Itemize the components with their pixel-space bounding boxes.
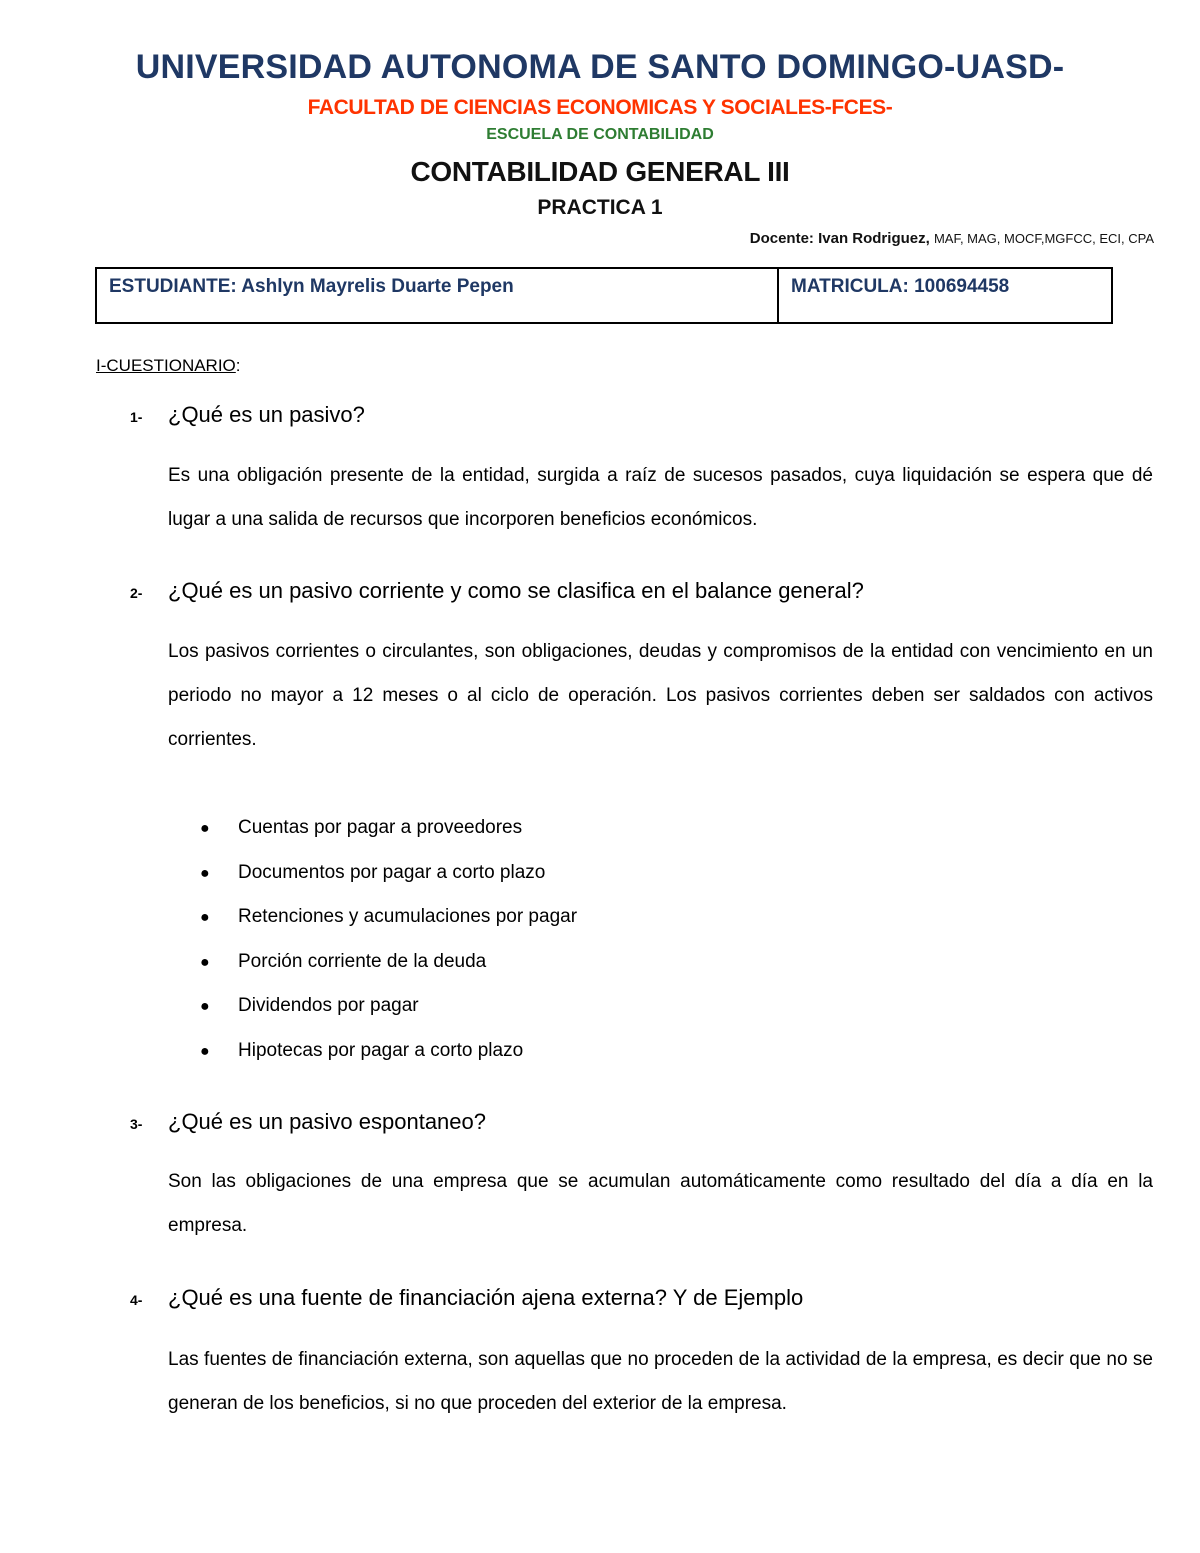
- question-4: [130, 1285, 803, 1311]
- list-item: [200, 940, 577, 985]
- list-item-text: Dividendos por pagar: [238, 995, 419, 1016]
- answer-2: Los pasivos corrientes o circulantes, son obligaciones, deudas y compromisos de la entidad con vencimiento en un periodo no mayor a 12 meses o al ciclo de operación. Los pasivos corrientes deben ser saldados con activos corrientes.: [168, 641, 1153, 750]
- liability-list: [200, 806, 577, 1073]
- list-item-text: Documentos por pagar a corto plazo: [238, 861, 546, 883]
- list-item: [200, 851, 577, 896]
- teacher-line: [750, 230, 1154, 247]
- list-item-text: Cuentas por pagar a proveedores: [238, 817, 523, 838]
- question-number: 4-: [130, 1292, 143, 1308]
- question-number: 3-: [130, 1116, 143, 1132]
- enrollment-cell: MATRICULA: 100694458: [791, 276, 1010, 297]
- list-item-text: Hipotecas por pagar a corto plazo: [238, 1039, 524, 1061]
- teacher-credentials: MAF, MAG, MOCF,MGFCC, ECI, CPA: [933, 231, 1154, 246]
- question-1: [130, 402, 365, 428]
- question-text: ¿Qué es una fuente de financiación ajena externa? Y de Ejemplo: [168, 1285, 804, 1310]
- question-text: ¿Qué es un pasivo corriente y como se clasifica en el balance general?: [168, 578, 864, 603]
- question-number: 2-: [130, 585, 143, 601]
- school-title: ESCUELA DE CONTABILIDAD: [486, 126, 714, 143]
- question-text: ¿Qué es un pasivo?: [168, 402, 365, 427]
- section-heading-text: I-CUESTIONARIO: [96, 356, 236, 375]
- list-item: [200, 984, 577, 1029]
- section-heading: [96, 356, 241, 376]
- question-number: 1-: [130, 409, 143, 425]
- question-2: [130, 578, 864, 604]
- bullet-icon: ●: [200, 998, 210, 1015]
- faculty-title: FACULTAD DE CIENCIAS ECONOMICAS Y SOCIALES-FCES-: [307, 96, 893, 119]
- bullet-icon: ●: [200, 953, 210, 971]
- university-title: UNIVERSIDAD AUTONOMA DE SANTO DOMINGO-UASD-: [135, 48, 1065, 86]
- question-3: [130, 1109, 486, 1135]
- list-item-text: Porción corriente de la deuda: [238, 950, 487, 972]
- bullet-icon: ●: [200, 864, 210, 882]
- teacher-name: Ivan Rodriguez,: [818, 230, 930, 247]
- bullet-icon: ●: [200, 909, 210, 926]
- section-heading-suffix: :: [235, 356, 241, 375]
- list-item-text: Retenciones y acumulaciones por pagar: [238, 906, 578, 927]
- course-title: CONTABILIDAD GENERAL III: [410, 156, 790, 187]
- question-text: ¿Qué es un pasivo espontaneo?: [168, 1109, 487, 1134]
- teacher-label: Docente:: [749, 230, 814, 247]
- bullet-icon: ●: [200, 1042, 210, 1060]
- student-name-cell: ESTUDIANTE: Ashlyn Mayrelis Duarte Pepen: [97, 269, 779, 322]
- practice-title: PRACTICA 1: [537, 196, 663, 219]
- answer-3: Son las obligaciones de una empresa que se acumulan automáticamente como resultado del día a día en la empresa.: [168, 1171, 1153, 1236]
- student-info-table: [95, 267, 1113, 324]
- list-item: [200, 895, 577, 940]
- bullet-icon: ●: [200, 820, 210, 837]
- list-item: [200, 806, 577, 851]
- answer-1: Es una obligación presente de la entidad, surgida a raíz de sucesos pasados, cuya liquidación se espera que dé lugar a una salida de recursos que incorporen beneficios económicos.: [168, 465, 1153, 530]
- list-item: [200, 1029, 577, 1074]
- answer-4: Las fuentes de financiación externa, son aquellas que no proceden de la actividad de la empresa, es decir que no se generan de los beneficios, si no que proceden del exterior de la empresa.: [168, 1349, 1153, 1414]
